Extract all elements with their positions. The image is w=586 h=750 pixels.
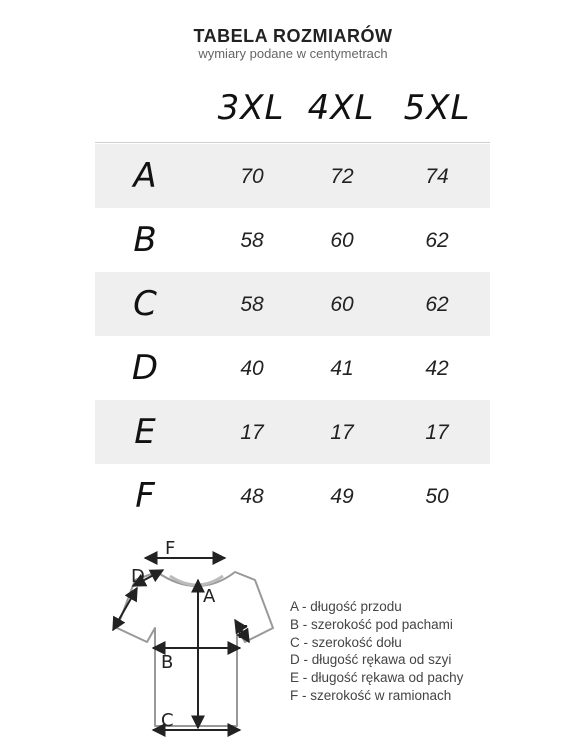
- row-label: D: [131, 348, 159, 388]
- table-row: [95, 400, 490, 464]
- legend-item-e: E - długość rękawa od pachy: [290, 670, 464, 686]
- page-title: TABELA ROZMIARÓW: [193, 26, 393, 46]
- table-cell: 49: [330, 485, 354, 508]
- table-cell: 60: [330, 229, 354, 252]
- diagram-label-e: E: [237, 622, 249, 643]
- table-cell: 62: [425, 229, 449, 252]
- table-cell: 62: [425, 293, 449, 316]
- row-label: B: [133, 220, 157, 260]
- table-cell: 42: [425, 357, 449, 380]
- table-cell: 40: [240, 357, 264, 380]
- table-cell: 58: [240, 229, 264, 252]
- column-header-4xl: 4XL: [307, 88, 375, 128]
- table-row: [95, 208, 490, 272]
- column-header-5xl: 5XL: [403, 88, 471, 128]
- legend-item-b: B - szerokość pod pachami: [290, 616, 453, 632]
- table-row: [95, 464, 490, 528]
- header-divider: [95, 142, 490, 143]
- row-label: E: [134, 412, 156, 452]
- table-cell: 17: [425, 421, 449, 444]
- table-cell: 17: [240, 421, 264, 444]
- legend-item-f: F - szerokość w ramionach: [290, 687, 452, 703]
- legend-item-a: A - długość przodu: [290, 599, 402, 614]
- column-header-3xl: 3XL: [217, 88, 285, 128]
- table-row: [95, 144, 490, 208]
- table-cell: 60: [330, 293, 354, 316]
- row-label: A: [133, 156, 157, 196]
- table-row: [95, 336, 490, 400]
- page-subtitle: wymiary podane w centymetrach: [198, 46, 388, 61]
- legend-item-d: D - długość rękawa od szyi: [290, 652, 452, 668]
- measurement-legend: [290, 598, 463, 705]
- diagram-label-a: A: [203, 586, 216, 607]
- table-row: [95, 272, 490, 336]
- tshirt-diagram: [95, 530, 285, 745]
- row-label: C: [133, 284, 157, 324]
- table-cell: 50: [425, 485, 449, 508]
- table-cell: 58: [240, 293, 264, 316]
- table-cell: 74: [425, 165, 449, 188]
- table-cell: 72: [330, 165, 354, 188]
- table-cell: 48: [240, 485, 264, 508]
- row-label: F: [135, 476, 155, 516]
- diagram-label-d: D: [131, 566, 145, 587]
- diagram-label-b: B: [161, 652, 174, 673]
- table-cell: 41: [330, 357, 354, 380]
- legend-item-c: C - szerokość dołu: [290, 634, 402, 650]
- diagram-label-f: F: [165, 538, 176, 559]
- diagram-label-c: C: [161, 710, 174, 731]
- table-cell: 70: [240, 165, 264, 188]
- table-cell: 17: [330, 421, 354, 444]
